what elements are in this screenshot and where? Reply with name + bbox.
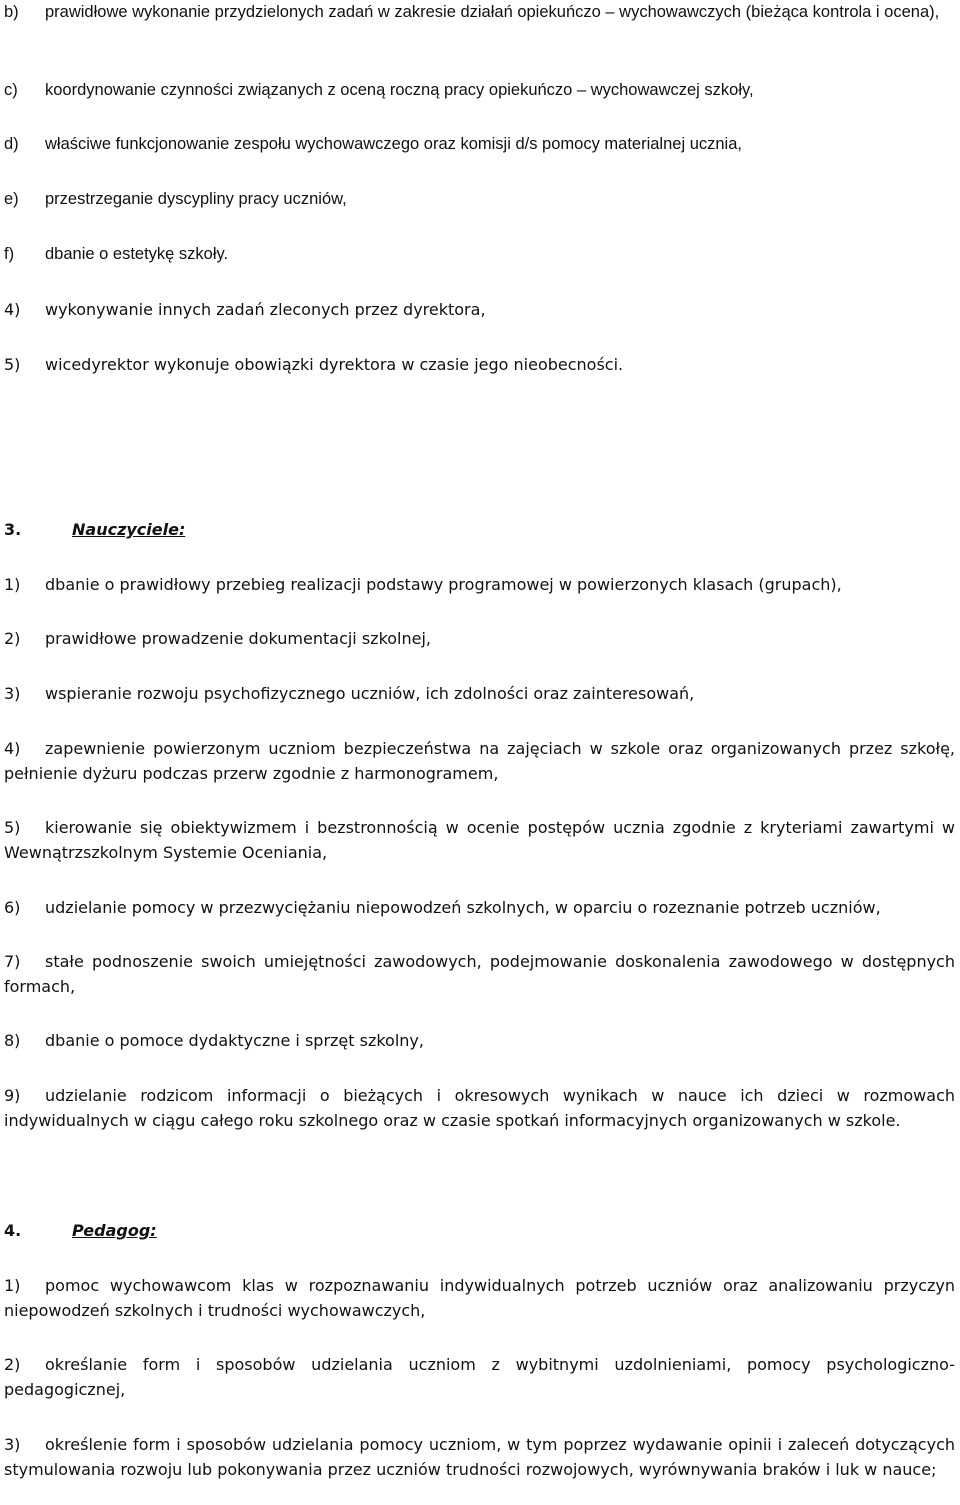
item-text: dbanie o estetykę szkoły. <box>45 245 229 263</box>
item-text: prawidłowe prowadzenie dokumentacji szkolnej, <box>45 629 432 648</box>
item-marker: 3) <box>4 1435 21 1454</box>
list-item <box>4 949 955 999</box>
item-marker: 2) <box>4 1355 21 1374</box>
list-item <box>4 572 955 597</box>
item-marker: 3) <box>4 684 21 703</box>
item-text: właściwe funkcjonowanie zespołu wychowawczego oraz komisji d/s pomocy materialnej ucznia, <box>45 135 742 153</box>
item-text: określanie form i sposobów udzielania uczniom z wybitnymi uzdolnieniami, pomocy psychologiczno-pedagogicznej, <box>4 1355 955 1399</box>
item-text: wspieranie rozwoju psychofizycznego uczniów, ich zdolności oraz zainteresowań, <box>45 684 695 703</box>
item-text: zapewnienie powierzonym uczniom bezpieczeństwa na zajęciach w szkole oraz organizowanych przez szkołę, pełnienie dyżuru podczas przerw zgodnie z harmonogramem, <box>4 739 955 783</box>
item-marker: 4) <box>4 300 21 319</box>
item-marker: 5) <box>4 355 21 374</box>
item-text: udzielanie pomocy w przezwyciężaniu niepowodzeń szkolnych, w oparciu o rozeznanie potrzeb uczniów, <box>45 898 881 917</box>
item-marker: 1) <box>4 575 21 594</box>
list-item <box>4 1273 955 1323</box>
section-title: Pedagog: <box>72 1221 157 1240</box>
item-marker: c) <box>4 81 18 99</box>
item-marker: 7) <box>4 952 21 971</box>
item-text: wicedyrektor wykonuje obowiązki dyrektora w czasie jego nieobecności. <box>45 355 624 374</box>
item-text: prawidłowe wykonanie przydzielonych zadań w zakresie działań opiekuńczo – wychowawczych (bieżąca kontrola i ocena), <box>45 3 940 21</box>
item-marker: 2) <box>4 629 21 648</box>
list-item <box>4 815 955 865</box>
item-text: kierowanie się obiektywizmem i bezstronnością w ocenie postępów ucznia zgodnie z kryteriami zawartymi w Wewnątrzszkolnym Systemie Oceniania, <box>4 818 955 862</box>
item-marker: f) <box>4 245 15 263</box>
item-marker: 5) <box>4 818 21 837</box>
item-text: stałe podnoszenie swoich umiejętności zawodowych, podejmowanie doskonalenia zawodowego w dostępnych formach, <box>4 952 955 996</box>
list-item <box>4 626 955 651</box>
item-text: dbanie o pomoce dydaktyczne i sprzęt szkolny, <box>45 1031 424 1050</box>
list-item <box>4 1028 955 1053</box>
item-marker: b) <box>4 3 19 21</box>
list-item <box>4 1352 955 1402</box>
list-item <box>4 895 955 920</box>
item-marker: 9) <box>4 1086 21 1105</box>
list-item <box>4 78 955 103</box>
item-marker: 1) <box>4 1276 21 1295</box>
item-text: pomoc wychowawcom klas w rozpoznawaniu indywidualnych potrzeb uczniów oraz analizowaniu przyczyn niepowodzeń szkolnych i trudności wychowawczych, <box>4 1276 955 1320</box>
section-title: Nauczyciele: <box>72 520 186 539</box>
item-marker: d) <box>4 135 19 153</box>
list-item <box>4 736 955 786</box>
item-marker: 8) <box>4 1031 21 1050</box>
item-text: przestrzeganie dyscypliny pracy uczniów, <box>45 190 347 208</box>
list-item <box>4 0 955 25</box>
list-item <box>4 187 955 212</box>
item-marker: e) <box>4 190 19 208</box>
item-text: określenie form i sposobów udzielania pomocy uczniom, w tym poprzez wydawanie opinii i zaleceń dotyczących stymulowania rozwoju lub pokonywania przez uczniów trudności rozwojowych, wyrównywania braków i luk w nauce; <box>4 1435 955 1479</box>
item-text: koordynowanie czynności związanych z oceną roczną pracy opiekuńczo – wychowawczej szkoły, <box>45 81 754 99</box>
list-item <box>4 132 955 157</box>
item-text: udzielanie rodzicom informacji o bieżących i okresowych wynikach w nauce ich dzieci w rozmowach indywidualnych w ciągu całego roku szkolnego oraz w czasie spotkań informacyjnych organizowanych w szkole. <box>4 1086 955 1130</box>
list-item <box>4 242 955 267</box>
list-item <box>4 1432 955 1482</box>
list-item <box>4 352 955 377</box>
list-item <box>4 1083 955 1133</box>
list-item <box>4 297 955 322</box>
item-marker: 4) <box>4 739 21 758</box>
item-text: wykonywanie innych zadań zleconych przez dyrektora, <box>45 300 486 319</box>
list-item <box>4 681 955 706</box>
section-heading <box>4 1218 157 1243</box>
section-number: 4. <box>4 1221 22 1240</box>
section-number: 3. <box>4 520 22 539</box>
item-marker: 6) <box>4 898 21 917</box>
item-text: dbanie o prawidłowy przebieg realizacji podstawy programowej w powierzonych klasach (grupach), <box>45 575 842 594</box>
section-heading <box>4 517 185 542</box>
